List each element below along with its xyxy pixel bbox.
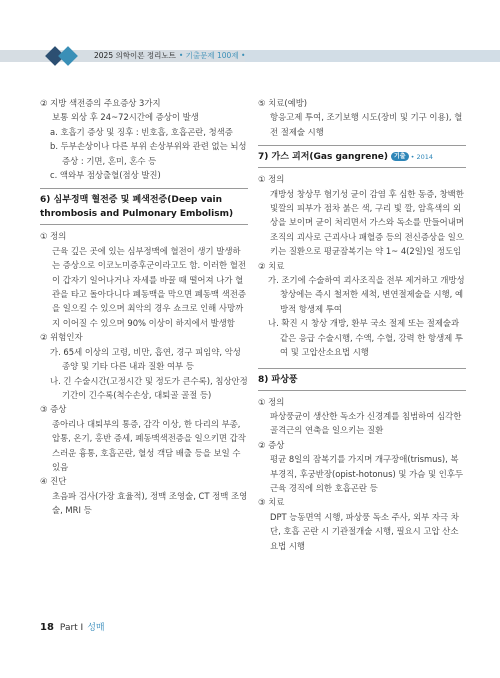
item-text: 초음파 검사(가장 효율적), 정맥 조영술, CT 정맥 조영술, MRI 등 (52, 490, 248, 516)
item-heading: ① 정의 (40, 231, 67, 242)
header-diamond-icon (46, 44, 86, 68)
item-heading: ③ 치료 (258, 497, 285, 508)
item-text: b. 두부손상이나 다른 부위 손상부위와 관련 없는 뇌성 증상 : 기면, 혼미, 혼수 등 (50, 141, 247, 166)
page-number: 18 (40, 622, 54, 633)
item-text: a. 호흡기 증상 및 징후 : 빈호흡, 호흡곤란, 청색증 (50, 126, 233, 137)
item-heading: ① 정의 (258, 396, 285, 407)
item-text: 평균 8일의 잠복기를 가지며 개구장애(trismus), 복부경직, 후궁반장(opist-hotonus) 및 가슴 및 인후두 근육 경직에 의한 호흡곤란 등 (270, 454, 464, 493)
header-stripe-right (245, 50, 500, 62)
section-divider (258, 390, 466, 391)
page-footer (40, 620, 105, 633)
item-text: 나. 확진 시 창상 개방, 환부 국소 절제 또는 절제술과 같은 응급 수술시행, 수액, 수혈, 강력 한 항생제 투여 및 고압산소요법 시행 (268, 318, 463, 358)
item-heading: ② 지방 색전증의 주요증상 3가지 (40, 98, 161, 108)
item-heading: ② 치료 (258, 260, 285, 271)
item-heading: ③ 증상 (40, 404, 67, 415)
item-text: 가. 65세 이상의 고령, 비만, 흡연, 경구 피임약, 악성 종양 및 기타 다른 내과 질환 여부 등 (50, 346, 241, 372)
section-divider (40, 224, 248, 225)
item-text: c. 액와부 점상출혈(점상 발진) (50, 170, 161, 181)
item-heading: ② 위험인자 (40, 332, 83, 343)
item-text: 항응고제 투여, 조기보행 시도(장비 및 기구 이용), 혈전 절제술 시행 (270, 112, 463, 137)
section-title-text: 7) 가스 괴저(Gas gangrene) (258, 152, 389, 163)
item-text: 나. 긴 수술시간(고정시간 및 정도가 큰수록), 침상안정 기간이 긴수록(척수손상, 대퇴골 골절 등) (50, 375, 248, 400)
header-title-sub: • 기출문제 100제 • (178, 51, 246, 60)
right-column (258, 96, 466, 553)
left-column (40, 96, 248, 518)
section-divider (258, 145, 466, 146)
item-heading: ② 증상 (258, 439, 285, 450)
section-divider (258, 368, 466, 369)
item-text: 개방성 창상무 혐기성 균이 감염 후 심한 동증, 창백한 빛깔의 피부가 점차 붉은 색, 구리 빛 깔, 암흑색의 외상을 보이며 균이 처리면서 가스와 독소를 만들어내며 조직의 괴사로 근괴사나 패혈증 등의 전신증상을 일으키는 질환으로 평균잠복기는 약 1~ 4(2일)일 정도임 (270, 188, 464, 257)
diamond-light-icon (58, 46, 78, 66)
header-title-main: 2025 의학이론 정리노트 (94, 51, 176, 60)
item-text: 가. 조기에 수술하여 괴사조직을 전부 제거하고 개방성 창상에는 즉시 철저한 세척, 변연절제술을 시행, 예방적 항생제 투여 (268, 275, 465, 314)
header-title (94, 51, 245, 61)
footer-part: Part Ⅰ (59, 623, 84, 633)
item-text: 종아리나 대퇴부의 통증, 감각 이상, 한 다리의 부종, 압통, 온기, 홍반 증세, 폐동맥색전증을 일으키면 갑작스러운 흉통, 호흡곤란, 혈성 객담 배출 등을 보일 수 있음 (52, 418, 246, 472)
item-text: 근육 깊은 곳에 있는 심부정맥에 혈전이 생기 발생하는 증상으로 이코노미증후군이라고도 함. 이러한 혈전이 갑자기 일어나거나 자세를 바꿀 때 떨어져 나가 혈관을 타고 돌아다니다 폐동맥을 막으면 폐동맥 색전증을 일으킬 수 있으며 최악의 경우 쇼크로 인해 사망까지 이어질 수 있으며 90% 이상이 하지에서 발생함 (52, 245, 246, 328)
item-text: 보통 외상 후 24~72시간에 증상이 발생 (52, 112, 199, 123)
exam-badge: 기출 (391, 152, 409, 161)
section-divider (258, 167, 466, 168)
item-text: 파상풍균이 생산한 독소가 신경계를 침범하여 심각한 골격근의 연축을 일으키는 질환 (270, 410, 462, 436)
item-text: DPT 능동면역 시행, 파상풍 독소 주사, 외부 자극 차단, 호흡 곤란 시 기관절개술 시행, 필요시 고압 산소요법 시행 (270, 511, 459, 551)
item-heading: ⑤ 치료(예방) (258, 98, 308, 108)
section-title: 6) 심부정맥 혈전증 및 폐색전증(Deep vain thrombosis and Pulmonary Embolism) (40, 195, 234, 220)
section-title: 8) 파상풍 (258, 374, 298, 385)
item-heading: ① 정의 (258, 174, 285, 185)
section-divider (40, 188, 248, 189)
exam-year: • 2014 (410, 153, 434, 162)
section-title (258, 150, 466, 164)
footer-chapter: 성매 (87, 623, 105, 633)
item-heading: ④ 진단 (40, 476, 67, 487)
page-header (0, 0, 500, 78)
